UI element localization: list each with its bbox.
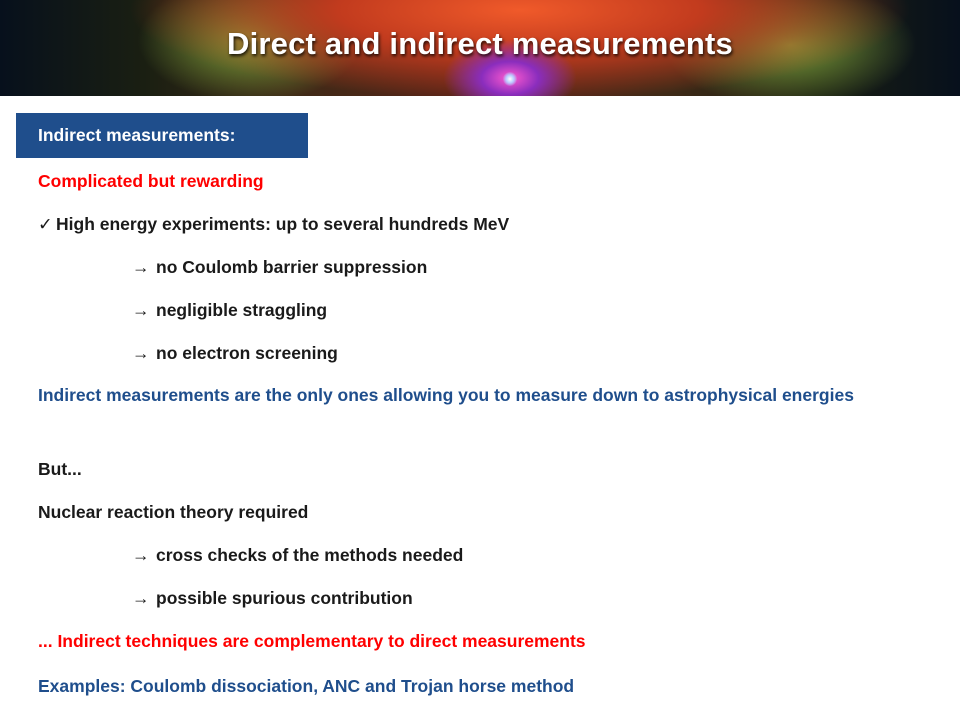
nebula-star-decoration	[503, 72, 517, 86]
arrow-right-icon: →	[132, 343, 150, 363]
check-icon: ✓	[38, 214, 53, 234]
sub-bullet-coulomb	[132, 256, 427, 278]
bullet-high-energy	[38, 213, 509, 235]
sub-bullet-spurious	[132, 587, 413, 609]
text-line-complicated: Complicated but rewarding	[38, 171, 264, 191]
text-line-theory: Nuclear reaction theory required	[38, 502, 309, 522]
sub-bullet-text: no Coulomb barrier suppression	[156, 257, 428, 277]
sub-bullet-straggling	[132, 299, 327, 321]
slide-title: Direct and indirect measurements	[226, 26, 734, 61]
header-banner	[0, 0, 960, 96]
text-line-examples: Examples: Coulomb dissociation, ANC and Trojan horse method	[38, 676, 575, 696]
section-tab: Indirect measurements:	[16, 113, 308, 158]
sub-bullet-text: possible spurious contribution	[156, 588, 413, 608]
sub-bullet-cross-checks	[132, 544, 463, 566]
text-line-only-ones: Indirect measurements are the only ones allowing you to measure down to astrophysical energies	[38, 385, 854, 405]
text-line-but: But...	[38, 459, 82, 479]
text-line-complementary: ... Indirect techniques are complementary to direct measurements	[38, 631, 586, 651]
sub-bullet-text: no electron screening	[156, 343, 338, 363]
sub-bullet-screening	[132, 342, 338, 364]
sub-bullet-text: negligible straggling	[156, 300, 328, 320]
arrow-right-icon: →	[132, 257, 150, 277]
arrow-right-icon: →	[132, 300, 150, 320]
arrow-right-icon: →	[132, 588, 150, 608]
bullet-text: High energy experiments: up to several hundreds MeV	[56, 214, 510, 234]
sub-bullet-text: cross checks of the methods needed	[156, 545, 464, 565]
arrow-right-icon: →	[132, 545, 150, 565]
